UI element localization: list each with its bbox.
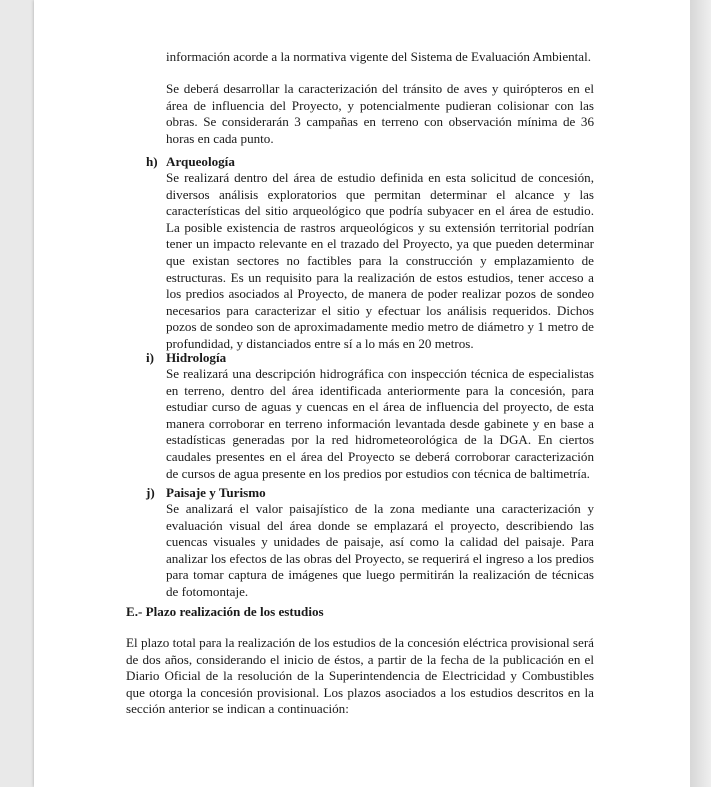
page-edge-shadow [690, 0, 711, 787]
heading-hidrologia [146, 350, 226, 367]
heading-title: Arqueología [166, 154, 235, 169]
section-e-title: E.- Plazo realización de los estudios [126, 604, 324, 619]
birds-paragraph [166, 81, 594, 147]
arqueologia-body [166, 170, 594, 353]
heading-letter: j) [146, 485, 155, 500]
birds-text: Se deberá desarrollar la caracterización del tránsito de aves y quirópteros en el área de influencia del Proyecto, y potencialmente pudieran colisionar con las obras. Se considerarán 3 campañas en terreno con observación mínima de 36 horas en cada punto. [166, 81, 594, 146]
hidrologia-body [166, 366, 594, 482]
hidrologia-text: Se realizará una descripción hidrográfica con inspección técnica de especialistas en terreno, dentro del área identificada anteriormente para la concesión, para estudiar curso de aguas y cuencas en el área de influencia del proyecto, de esta manera corroborar en terreno información levantada desde gabinete y en base a estadísticas generadas por la red hidrometeorológica de la DGA. En ciertos caudales presentes en el área del Proyecto se deberá corroborar caracterización de cursos de agua presente en los predios por estudios con técnica de baltimetría. [166, 366, 594, 481]
section-e-body [126, 635, 594, 718]
paisaje-body [166, 501, 594, 601]
heading-title: Hidrología [166, 350, 227, 365]
document-page [34, 0, 690, 787]
heading-arqueologia [146, 154, 235, 171]
heading-letter: h) [146, 154, 158, 169]
section-e-text: El plazo total para la realización de los estudios de la concesión eléctrica provisional será de dos años, considerando el inicio de éstos, a partir de la fecha de la publicación en el Diario Oficial de la resolución de la Superintendencia de Electricidad y Combustibles que otorga la concesión provisional. Los plazos asociados a los estudios descritos en la sección anterior se indican a continuación: [126, 635, 594, 717]
intro-line [166, 49, 594, 66]
arqueologia-text: Se realizará dentro del área de estudio definida en esta solicitud de concesión, diversos análisis exploratorios que permitan determinar el alcance y las características del sitio arqueológico que podría subyacer en el área de estudio. La posible existencia de rastros arqueológicos y su extensión territorial podrían tener un impacto relevante en el trazado del Proyecto, ya que pueden determinar que existan sectores no factibles para la construcción y emplazamiento de estructuras. Es un requisito para la realización de estos estudios, tener acceso a los predios asociados al Proyecto, de manera de poder realizar pozos de sondeo necesarios para caracterizar el sitio y efectuar los análisis requeridos. Dichos pozos de sondeo son de aproximadamente medio metro de diámetro y 1 metro de profundidad, y distanciados entre sí a lo más en 20 metros. [166, 170, 594, 351]
heading-letter: i) [146, 350, 154, 365]
intro-text: información acorde a la normativa vigente del Sistema de Evaluación Ambiental. [166, 49, 592, 64]
paisaje-text: Se analizará el valor paisajístico de la zona mediante una caracterización y evaluación visual del área donde se emplazará el proyecto, describiendo las cuencas visuales y unidades de paisaje, así como la calidad del paisaje. Para analizar los efectos de las obras del Proyecto, se requerirá el ingreso a los predios para tomar captura de imágenes que luego permitirán la realización de técnicas de fotomontaje. [166, 501, 594, 599]
heading-title: Paisaje y Turismo [166, 485, 266, 500]
heading-paisaje [146, 485, 266, 502]
